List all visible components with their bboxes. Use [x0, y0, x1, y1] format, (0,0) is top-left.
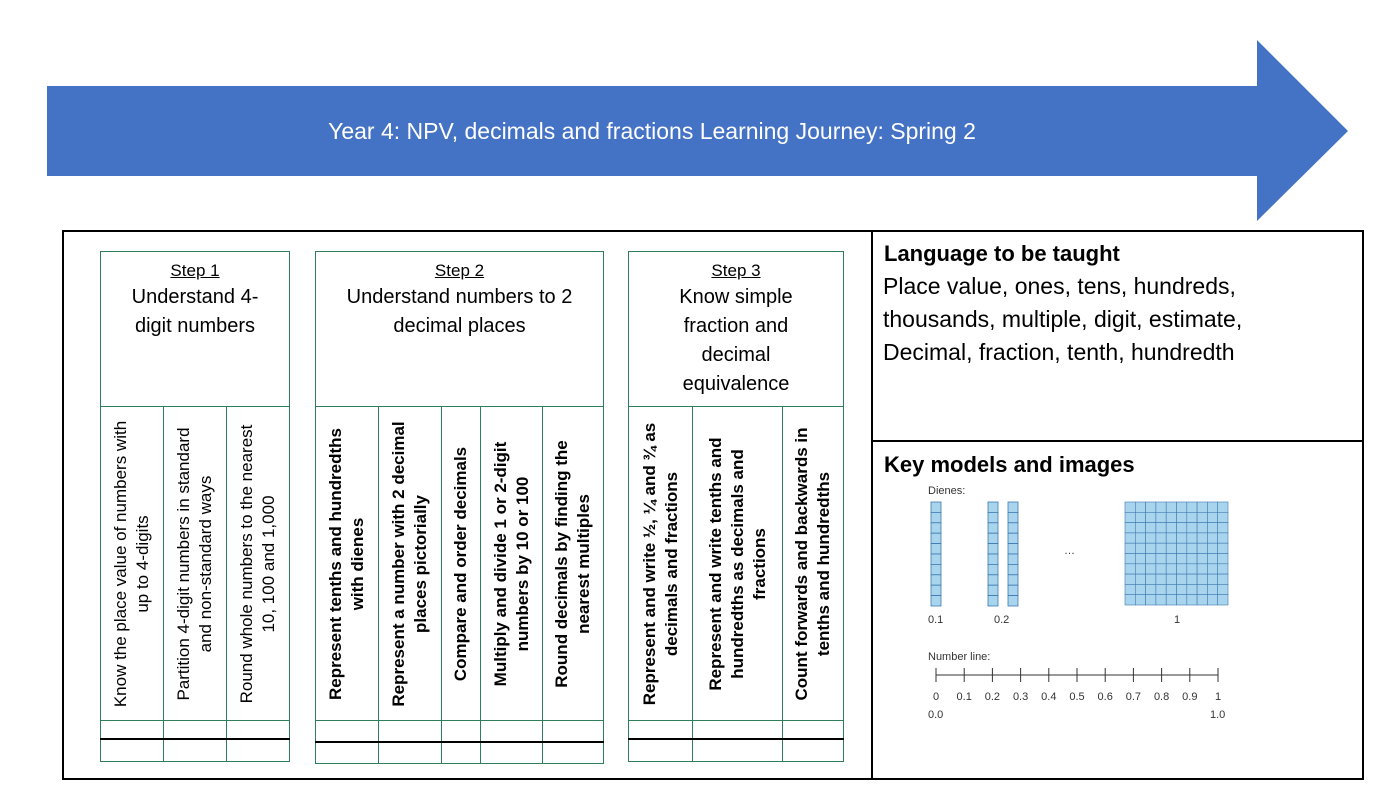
- step-3-objective-1: [628, 406, 693, 721]
- objective-text: Represent tenths and hundredths with dienes: [326, 427, 367, 700]
- dienes-cube: [1008, 544, 1018, 554]
- dienes-square-cell: [1218, 523, 1228, 533]
- dienes-cube: [931, 523, 941, 533]
- dienes-square-cell: [1125, 574, 1135, 584]
- number-line-tick-label: 0.6: [1097, 691, 1113, 703]
- dienes-square-cell: [1177, 574, 1187, 584]
- dienes-square-cell: [1156, 502, 1166, 512]
- dienes-square-cell: [1187, 533, 1197, 543]
- number-line-tick-label: 0.3: [1012, 691, 1029, 703]
- dienes-square-cell: [1146, 533, 1156, 543]
- dienes-cube: [931, 502, 941, 512]
- dienes-cube: [1008, 596, 1018, 606]
- dienes-square-cell: [1156, 512, 1166, 522]
- step-2-header: [315, 251, 604, 407]
- language-line: Decimal, fraction, tenth, hundredth: [883, 339, 1235, 365]
- models-illustration: [872, 442, 1362, 778]
- dienes-square-cell: [1125, 554, 1135, 564]
- dienes-cube: [988, 523, 998, 533]
- dienes-square-cell: [1218, 564, 1228, 574]
- dienes-square-cell: [1146, 595, 1156, 605]
- dienes-square-cell: [1156, 533, 1166, 543]
- dienes-rods: [931, 502, 1018, 606]
- objective-text: Represent a number with 2 decimal places pictorially: [389, 420, 430, 707]
- dienes-square-cell: [1218, 595, 1228, 605]
- dienes-square-cell: [1146, 564, 1156, 574]
- dienes-square-cell: [1218, 554, 1228, 564]
- dienes-square-cell: [1135, 595, 1145, 605]
- dienes-square-cell: [1218, 574, 1228, 584]
- step-2-title: Understand numbers to 2 decimal places: [346, 286, 573, 337]
- dienes-square-cell: [1197, 595, 1207, 605]
- dienes-cube: [988, 554, 998, 564]
- dienes-square-cell: [1207, 533, 1217, 543]
- dienes-square-cell: [1156, 543, 1166, 553]
- dienes-square-cell: [1187, 574, 1197, 584]
- dienes-square-cell: [1156, 523, 1166, 533]
- dienes-value-2: 1: [1174, 614, 1181, 626]
- dienes-square-cell: [1125, 523, 1135, 533]
- dienes-cube: [1008, 502, 1018, 512]
- step-3-title: Know simple fraction and decimal equivalence: [679, 286, 793, 395]
- dienes-square-cell: [1218, 543, 1228, 553]
- dienes-square-cell: [1207, 554, 1217, 564]
- step-3-header: [628, 251, 844, 407]
- step-3-objective-2: [692, 406, 783, 721]
- dienes-cube: [988, 533, 998, 543]
- dienes-cube: [931, 554, 941, 564]
- step-3-objective-3: [782, 406, 844, 721]
- step-1-objective-1: [100, 406, 164, 721]
- dienes-square-cell: [1146, 502, 1156, 512]
- models-heading: Key models and images: [884, 452, 1135, 477]
- step-1-tracker-line: [100, 738, 290, 740]
- dienes-square-cell: [1207, 584, 1217, 594]
- dienes-square-cell: [1135, 584, 1145, 594]
- dienes-square-cell: [1156, 574, 1166, 584]
- objective-text: Represent and write tenths and hundredths as decimals and fractions: [705, 436, 769, 691]
- dienes-square-cell: [1187, 543, 1197, 553]
- dienes-square-cell: [1197, 533, 1207, 543]
- dienes-square-cell: [1125, 533, 1135, 543]
- dienes-square-cell: [1197, 554, 1207, 564]
- dienes-square-cell: [1166, 564, 1176, 574]
- dienes-cube: [931, 533, 941, 543]
- dienes-cube: [1008, 585, 1018, 595]
- dienes-square-cell: [1156, 564, 1166, 574]
- dienes-square-cell: [1166, 584, 1176, 594]
- dienes-square-cell: [1166, 502, 1176, 512]
- dienes-cube: [988, 585, 998, 595]
- step-3-tracker-cell: [692, 720, 783, 762]
- dienes-square-cell: [1218, 584, 1228, 594]
- dienes-square-cell: [1146, 584, 1156, 594]
- dienes-square-cell: [1187, 554, 1197, 564]
- step-1-objective-2: [163, 406, 227, 721]
- dienes-square-cell: [1125, 502, 1135, 512]
- dienes-cube: [988, 596, 998, 606]
- dienes-square-cell: [1187, 502, 1197, 512]
- objective-text: Partition 4-digit numbers in standard and non-standard ways: [174, 426, 215, 701]
- step-2-objective-1: [315, 406, 379, 721]
- dienes-square-cell: [1146, 543, 1156, 553]
- dienes-hundred-square: [1125, 502, 1228, 605]
- dienes-square-cell: [1197, 584, 1207, 594]
- step-2-label: Step 2: [434, 261, 485, 280]
- dienes-ellipsis: …: [1064, 545, 1075, 557]
- dienes-cube: [988, 512, 998, 522]
- step-1-title: Understand 4-digit numbers: [131, 286, 259, 337]
- dienes-square-cell: [1197, 523, 1207, 533]
- dienes-cube: [931, 585, 941, 595]
- number-line-tick-label: 1: [1214, 691, 1222, 703]
- dienes-square-cell: [1135, 502, 1145, 512]
- dienes-square-cell: [1177, 543, 1187, 553]
- step-3-tracker-cell: [628, 720, 693, 762]
- dienes-cube: [1008, 564, 1018, 574]
- language-vocabulary: [883, 270, 1353, 369]
- dienes-square-cell: [1135, 523, 1145, 533]
- dienes-square-cell: [1125, 512, 1135, 522]
- dienes-cube: [931, 512, 941, 522]
- objective-text: Round decimals by finding the nearest multiples: [552, 439, 593, 688]
- number-line-tick-label: 0.5: [1069, 691, 1085, 703]
- dienes-square-cell: [1166, 595, 1176, 605]
- dienes-square-cell: [1177, 554, 1187, 564]
- dienes-square-cell: [1177, 564, 1187, 574]
- dienes-square-cell: [1125, 564, 1135, 574]
- dienes-square-cell: [1177, 512, 1187, 522]
- dienes-square-cell: [1218, 502, 1228, 512]
- dienes-square-cell: [1156, 595, 1166, 605]
- dienes-square-cell: [1125, 584, 1135, 594]
- dienes-square-cell: [1197, 512, 1207, 522]
- step-2-objective-3: [441, 406, 481, 721]
- dienes-cube: [1008, 554, 1018, 564]
- step-3-tracker-line: [628, 738, 844, 740]
- dienes-cube: [931, 575, 941, 585]
- language-line: Place value, ones, tens, hundreds,: [883, 273, 1236, 299]
- step-2-objective-2: [378, 406, 442, 721]
- dienes-square-cell: [1207, 595, 1217, 605]
- objective-text: Compare and order decimals: [451, 446, 470, 681]
- step-1-objective-3: [226, 406, 290, 721]
- dienes-label: Dienes:: [928, 485, 966, 497]
- dienes-square-cell: [1207, 512, 1217, 522]
- dienes-value-0: 0.1: [928, 614, 944, 626]
- dienes-square-cell: [1207, 523, 1217, 533]
- dienes-square-cell: [1197, 564, 1207, 574]
- banner-title: Year 4: NPV, decimals and fractions Learning Journey: Spring 2: [328, 117, 976, 144]
- number-line-start-below: 0.0: [928, 709, 944, 721]
- step-3-label: Step 3: [711, 261, 761, 280]
- step-2-objective-5: [542, 406, 604, 721]
- dienes-square-cell: [1156, 584, 1166, 594]
- step-2-objective-4: [480, 406, 543, 721]
- dienes-square-cell: [1135, 554, 1145, 564]
- objective-text: Represent and write ½, ¼ and ¾ as decimals and fractions: [639, 422, 681, 705]
- dienes-square-cell: [1166, 554, 1176, 564]
- dienes-square-cell: [1197, 574, 1207, 584]
- dienes-square-cell: [1177, 502, 1187, 512]
- step-1-tracker-cell: [163, 720, 227, 762]
- dienes-square-cell: [1135, 533, 1145, 543]
- dienes-square-cell: [1146, 574, 1156, 584]
- dienes-square-cell: [1177, 584, 1187, 594]
- dienes-square-cell: [1146, 512, 1156, 522]
- objective-text: Count forwards and backwards in tenths and hundredths: [792, 427, 833, 700]
- dienes-square-cell: [1218, 533, 1228, 543]
- dienes-cube: [988, 564, 998, 574]
- dienes-cube: [988, 502, 998, 512]
- dienes-square-cell: [1135, 564, 1145, 574]
- number-line-label: Number line:: [928, 651, 991, 663]
- dienes-square-cell: [1135, 543, 1145, 553]
- number-line-tick-label: 0.7: [1125, 691, 1142, 703]
- dienes-cube: [1008, 575, 1018, 585]
- dienes-square-cell: [1197, 543, 1207, 553]
- objective-text: Round whole numbers to the nearest 10, 100 and 1,000: [237, 424, 278, 703]
- dienes-cube: [988, 544, 998, 554]
- dienes-square-cell: [1146, 523, 1156, 533]
- step-3-tracker-cell: [782, 720, 844, 762]
- number-line-tick-label: 0: [932, 691, 940, 703]
- dienes-square-cell: [1207, 564, 1217, 574]
- step-1-tracker-cell: [226, 720, 290, 762]
- dienes-square-cell: [1177, 533, 1187, 543]
- dienes-cube: [931, 544, 941, 554]
- dienes-square-cell: [1166, 543, 1176, 553]
- number-line-tick-label: 0.4: [1041, 691, 1057, 703]
- dienes-square-cell: [1166, 574, 1176, 584]
- dienes-value-1: 0.2: [994, 614, 1010, 626]
- dienes-square-cell: [1156, 554, 1166, 564]
- dienes-square-cell: [1166, 533, 1176, 543]
- language-line: thousands, multiple, digit, estimate,: [883, 306, 1243, 332]
- number-line-ticks: [933, 668, 1221, 703]
- dienes-square-cell: [1207, 502, 1217, 512]
- step-1-header: [100, 251, 290, 407]
- dienes-square-cell: [1197, 502, 1207, 512]
- dienes-square-cell: [1177, 595, 1187, 605]
- dienes-square-cell: [1135, 574, 1145, 584]
- objective-text: Know the place value of numbers with up to 4-digits: [111, 420, 152, 707]
- dienes-square-cell: [1187, 584, 1197, 594]
- number-line-tick-label: 0.9: [1182, 691, 1198, 703]
- dienes-cube: [931, 596, 941, 606]
- step-1-tracker-cell: [100, 720, 164, 762]
- dienes-square-cell: [1207, 574, 1217, 584]
- number-line-tick-label: 0.2: [984, 691, 1001, 703]
- dienes-cube: [931, 564, 941, 574]
- dienes-square-cell: [1187, 523, 1197, 533]
- dienes-square-cell: [1187, 595, 1197, 605]
- language-heading: Language to be taught: [884, 241, 1120, 266]
- dienes-square-cell: [1218, 512, 1228, 522]
- dienes-square-cell: [1166, 523, 1176, 533]
- dienes-square-cell: [1135, 512, 1145, 522]
- dienes-square-cell: [1187, 512, 1197, 522]
- dienes-square-cell: [1207, 543, 1217, 553]
- number-line-tick-label: 0.1: [956, 691, 972, 703]
- dienes-square-cell: [1187, 564, 1197, 574]
- step-1-label: Step 1: [170, 261, 220, 280]
- dienes-square-cell: [1146, 554, 1156, 564]
- dienes-square-cell: [1125, 543, 1135, 553]
- dienes-square-cell: [1125, 595, 1135, 605]
- dienes-square-cell: [1177, 523, 1187, 533]
- objective-text: Multiply and divide 1 or 2-digit numbers by 10 or 100: [490, 441, 532, 686]
- step-2-tracker-line: [315, 741, 604, 743]
- dienes-cube: [1008, 523, 1018, 533]
- dienes-cube: [988, 575, 998, 585]
- number-line-end-below: 1.0: [1210, 709, 1226, 721]
- dienes-square-cell: [1166, 512, 1176, 522]
- dienes-cube: [1008, 512, 1018, 522]
- dienes-cube: [1008, 533, 1018, 543]
- number-line-tick-label: 0.8: [1153, 691, 1170, 703]
